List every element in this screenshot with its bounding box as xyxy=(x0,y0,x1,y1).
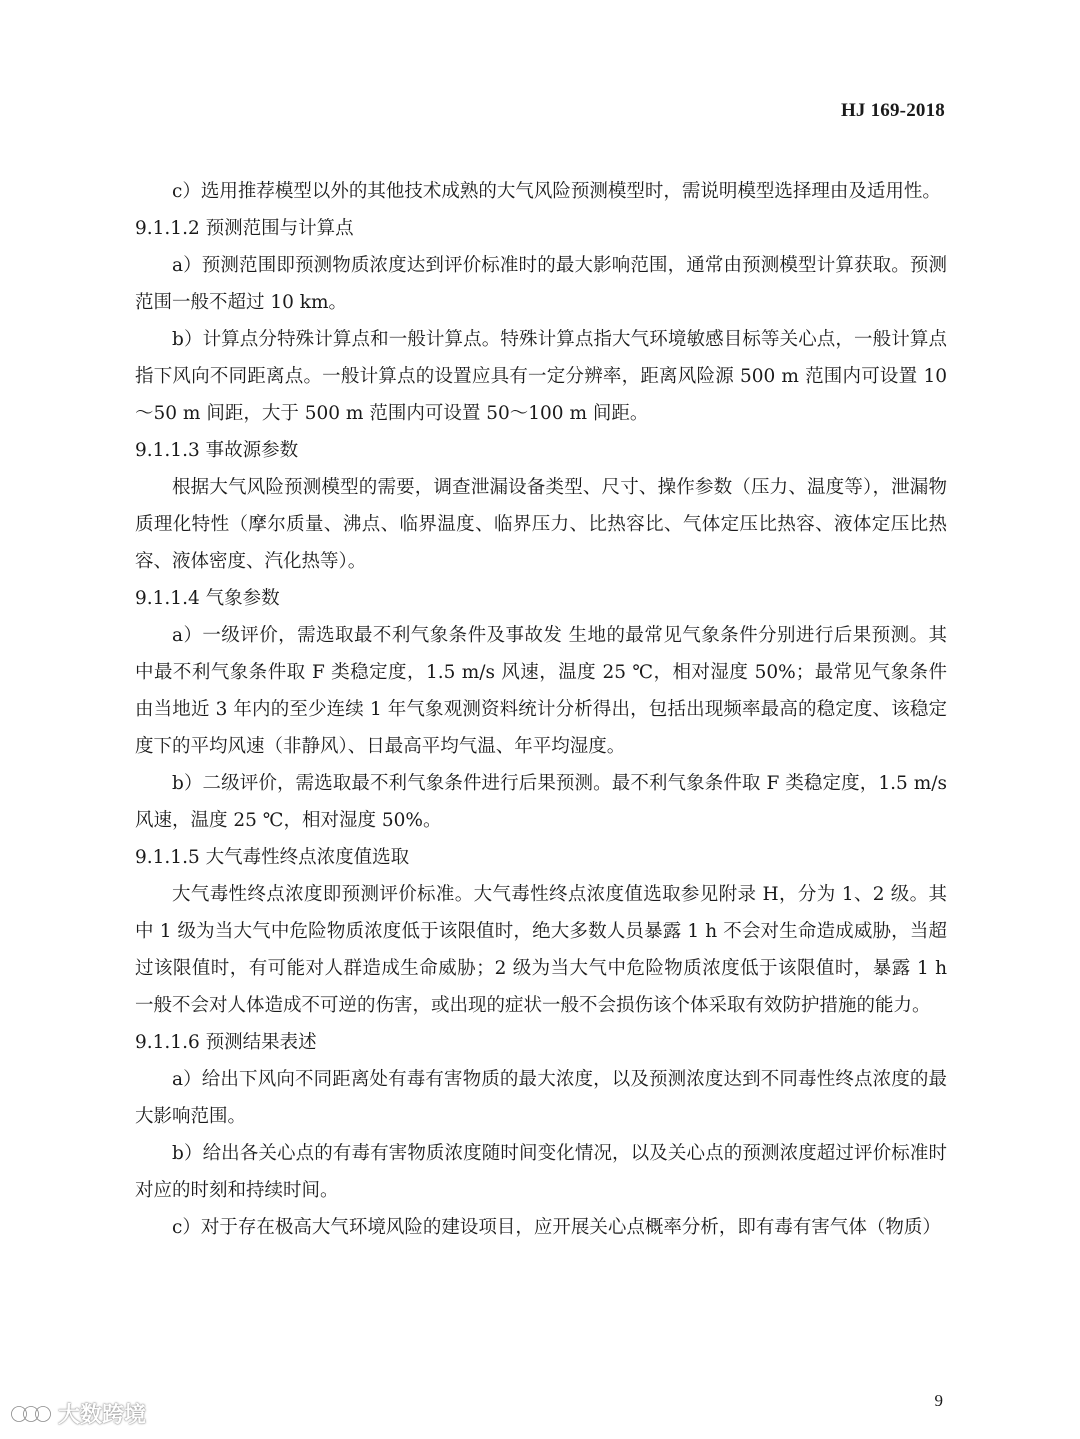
section-heading-9-1-1-2: 9.1.1.2 预测范围与计算点 xyxy=(135,218,354,239)
section-heading-9-1-1-5: 9.1.1.5 大气毒性终点浓度值选取 xyxy=(135,847,410,868)
document-body xyxy=(135,173,947,1246)
paragraph-b-time-variation: b）给出各关心点的有毒有害物质浓度随时间变化情况，以及关心点的预测浓度超过评价标准时对应的时刻和持续时间。 xyxy=(135,1143,947,1201)
paragraph-a-max-concentration: a）给出下风向不同距离处有毒有害物质的最大浓度，以及预测浓度达到不同毒性终点浓度的最大影响范围。 xyxy=(135,1069,947,1127)
section-heading-9-1-1-4: 9.1.1.4 气象参数 xyxy=(135,588,280,609)
paragraph-c-probability-analysis: c）对于存在极高大气环境风险的建设项目，应开展关心点概率分析，即有毒有害气体（物质） xyxy=(172,1217,941,1238)
paragraph-b-calculation-points: b）计算点分特殊计算点和一般计算点。特殊计算点指大气环境敏感目标等关心点，一般计算点指下风向不同距离点。一般计算点的设置应具有一定分辨率，距离风险源 500 m 范围内可设置 10～50 m 间距，大于 500 m 范围内可设置 50～100 m 间距。 xyxy=(135,329,947,424)
paragraph-b-second-level-evaluation: b）二级评价，需选取最不利气象条件进行后果预测。最不利气象条件取 F 类稳定度，1.5 m/s 风速，温度 25 ℃，相对湿度 50%。 xyxy=(135,773,947,831)
page-number: 9 xyxy=(934,1391,943,1410)
paragraph-a-first-level-evaluation: a）一级评价，需选取最不利气象条件及事故发 生地的最常见气象条件分别进行后果预测。其中最不利气象条件取 F 类稳定度，1.5 m/s 风速，温度 25 ℃，相对湿度 50%；最常见气象条件由当地近 3 年内的至少连续 1 年气象观测资料统计分析得出，包括出现频率最高的稳定度、该稳定度下的平均风速（非静风）、日最高平均气温、年平均湿度。 xyxy=(135,625,947,757)
watermark xyxy=(10,1398,146,1429)
paragraph-source-parameters: 根据大气风险预测模型的需要，调查泄漏设备类型、尺寸、操作参数（压力、温度等），泄漏物质理化特性（摩尔质量、沸点、临界温度、临界压力、比热容比、气体定压比热容、液体定压比热容、液体密度、汽化热等）。 xyxy=(135,477,947,572)
document-code: HJ 169-2018 xyxy=(840,100,945,121)
section-heading-9-1-1-3: 9.1.1.3 事故源参数 xyxy=(135,440,299,461)
paragraph-toxic-endpoint: 大气毒性终点浓度即预测评价标准。大气毒性终点浓度值选取参见附录 H，分为 1、2 级。其中 1 级为当大气中危险物质浓度低于该限值时，绝大多数人员暴露 1 h 不会对生命造成威胁，当超过该限值时，有可能对人群造成生命威胁；2 级为当大气中危险物质浓度低于该限值时，暴露 1 h 一般不会对人体造成不可逆的伤害，或出现的症状一般不会损伤该个体采取有效防护措施的能力。 xyxy=(135,884,947,1016)
paragraph-c-model-choice: c）选用推荐模型以外的其他技术成熟的大气风险预测模型时，需说明模型选择理由及适用性。 xyxy=(172,181,941,202)
watermark-logo-icon xyxy=(10,1403,52,1425)
watermark-text: 大数跨境 xyxy=(58,1403,147,1428)
paragraph-a-prediction-range: a）预测范围即预测物质浓度达到评价标准时的最大影响范围，通常由预测模型计算获取。预测范围一般不超过 10 km。 xyxy=(135,255,947,313)
section-heading-9-1-1-6: 9.1.1.6 预测结果表述 xyxy=(135,1032,317,1053)
